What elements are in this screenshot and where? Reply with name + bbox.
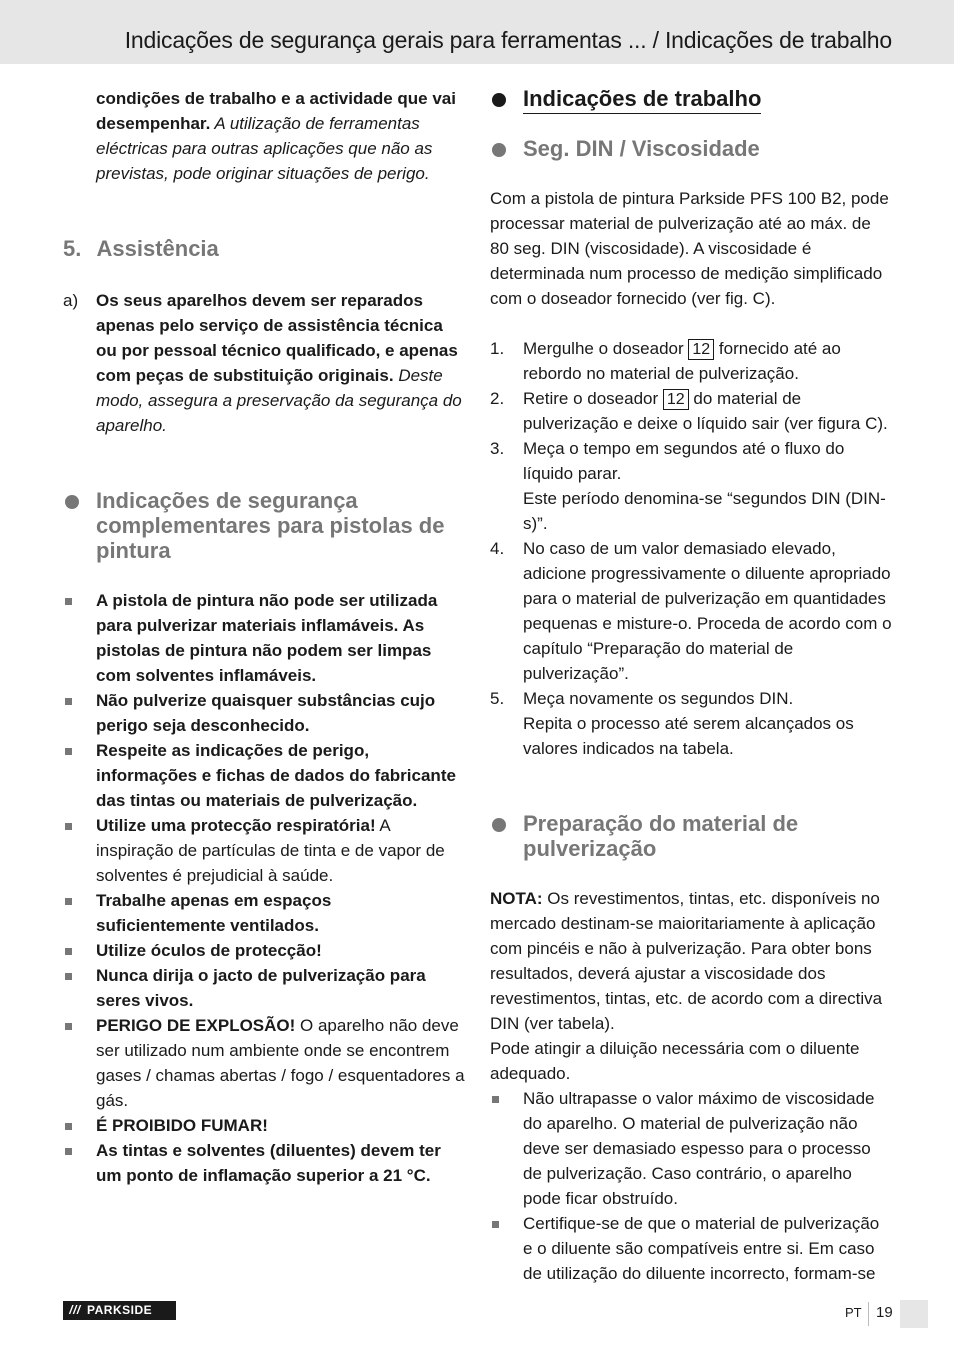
bullet-dot-icon xyxy=(65,495,79,509)
prep-bullet xyxy=(490,1086,892,1211)
safety-bullet-text: O aparelho não deve ser utilizado num ambiente onde se encontrem gases / chamas abertas / fogo / esquentadores a gás. xyxy=(96,1016,465,1110)
step-text: Mergulhe o doseador xyxy=(523,339,689,358)
safety-bullet-bold: Utilize óculos de protecção! xyxy=(96,941,322,960)
safety-bullet-bold: A pistola de pintura não pode ser utilizada para pulverizar materiais inflamáveis. As pistolas de pintura não podem ser limpas com solventes inflamáveis. xyxy=(96,591,438,685)
step-extra: Repita o processo até serem alcançados os valores indicados na tabela. xyxy=(523,714,854,758)
item-a-marker: a) xyxy=(63,291,79,310)
note-paragraph xyxy=(490,886,892,1036)
safety-bullet-bold: Não pulverize quaisquer substâncias cujo perigo seja desconhecido. xyxy=(96,691,436,735)
step-text-after: fornecido até ao rebordo no material de pulverização. xyxy=(523,339,841,383)
footer-divider xyxy=(868,1302,869,1326)
safety-bullet xyxy=(63,738,465,813)
step-item xyxy=(490,436,892,536)
step-number: 1. xyxy=(490,339,505,358)
square-bullet-icon xyxy=(65,973,72,980)
safety-bullet-bold: PERIGO DE EXPLOSÃO! xyxy=(96,1016,296,1035)
square-bullet-icon xyxy=(65,748,72,755)
intro-bold: condições de trabalho e a actividade que vai desempenhar. xyxy=(96,89,456,133)
assistance-item-a xyxy=(63,288,465,438)
right-column xyxy=(490,86,892,1286)
prep-heading xyxy=(490,811,892,861)
intro-paragraph xyxy=(63,86,465,186)
square-bullet-icon xyxy=(492,1221,499,1228)
dilution-paragraph: Pode atingir a diluição necessária com o diluente adequado. xyxy=(490,1039,860,1083)
square-bullet-icon xyxy=(492,1096,499,1103)
safety-bullet-bold: As tintas e solventes (diluentes) devem ter um ponto de inflamação superior a 21 °C. xyxy=(96,1141,441,1185)
step-number: 3. xyxy=(490,439,505,458)
prep-bullet-text: Certifique-se de que o material de pulverização e o diluente são compatíveis entre si. Em caso de utilização do diluente incorrecto, formam-se xyxy=(523,1214,880,1283)
parkside-logo xyxy=(63,1301,176,1320)
din-steps-list xyxy=(490,336,892,761)
safety-bullet xyxy=(63,938,465,963)
language-code: PT xyxy=(845,1305,862,1320)
safety-bullet xyxy=(63,888,465,938)
prep-bullet-list xyxy=(490,1086,892,1286)
step-item xyxy=(490,386,892,436)
logo-slashes: /// xyxy=(69,1303,81,1317)
section-5-heading xyxy=(63,235,465,263)
square-bullet-icon xyxy=(65,898,72,905)
step-text: No caso de um valor demasiado elevado, adicione progressivamente o diluente apropriado para o material de pulverização em quantidades pequenas e misture-o. Proceda de acordo com o capítulo “Preparação do material de pulverização”. xyxy=(523,539,892,683)
safety-bullet xyxy=(63,1138,465,1188)
safety-bullet-text: A inspiração de partículas de tinta e de vapor de solventes é prejudicial à saúde. xyxy=(96,816,445,885)
complement-heading-text: Indicações de segurança complementares para pistolas de pintura xyxy=(96,488,445,563)
square-bullet-icon xyxy=(65,1148,72,1155)
safety-bullet xyxy=(63,688,465,738)
square-bullet-icon xyxy=(65,1023,72,1030)
part-reference: 12 xyxy=(663,389,689,410)
prep-heading-text: Preparação do material de pulverização xyxy=(523,811,799,861)
square-bullet-icon xyxy=(65,598,72,605)
page-title: Indicações de segurança gerais para ferramentas ... / Indicações de trabalho xyxy=(124,27,892,53)
intro-italic: A utilização de ferramentas eléctricas para outras aplicações que não as previstas, pode originar situações de perigo. xyxy=(96,114,433,183)
bullet-dot-icon xyxy=(492,143,506,157)
square-bullet-icon xyxy=(65,1123,72,1130)
header-band xyxy=(0,0,954,64)
din-heading-text: Seg. DIN / Viscosidade xyxy=(523,136,760,161)
safety-bullet-bold: Nunca dirija o jacto de pulverização para seres vivos. xyxy=(96,966,426,1010)
safety-bullet-bold: É PROIBIDO FUMAR! xyxy=(96,1116,268,1135)
safety-bullet xyxy=(63,588,465,688)
left-column xyxy=(63,86,465,1188)
square-bullet-icon xyxy=(65,948,72,955)
step-number: 2. xyxy=(490,389,505,408)
part-reference: 12 xyxy=(688,339,714,360)
safety-bullet xyxy=(63,963,465,1013)
page-number: 19 xyxy=(876,1304,893,1321)
square-bullet-icon xyxy=(65,698,72,705)
item-a-italic: Deste modo, assegura a preservação da segurança do aparelho. xyxy=(96,366,462,435)
step-text: Retire o doseador xyxy=(523,389,663,408)
step-text: Meça novamente os segundos DIN. xyxy=(523,689,794,708)
section-5-number: 5. xyxy=(63,236,82,261)
step-number: 5. xyxy=(490,689,505,708)
note-label: NOTA: xyxy=(490,889,543,908)
safety-bullet xyxy=(63,1013,465,1113)
bullet-dot-icon xyxy=(492,818,506,832)
safety-bullet-bold: Trabalhe apenas em espaços suficientemente ventilados. xyxy=(96,891,332,935)
din-paragraph: Com a pistola de pintura Parkside PFS 100 B2, pode processar material de pulverização até ao máx. de 80 seg. DIN (viscosidade). A viscosidade é determinada num processo de medição simplificado com o doseador fornecido (ver fig. C). xyxy=(490,189,889,308)
work-heading-text: Indicações de trabalho xyxy=(523,86,761,114)
step-item xyxy=(490,536,892,686)
work-heading xyxy=(490,86,892,111)
footer-tab xyxy=(900,1300,928,1328)
step-number: 4. xyxy=(490,539,505,558)
step-item xyxy=(490,686,892,761)
square-bullet-icon xyxy=(65,823,72,830)
section-5-title: Assistência xyxy=(96,236,219,261)
item-a-bold: Os seus aparelhos devem ser reparados apenas pelo serviço de assistência técnica ou por pessoal técnico qualificado, e apenas com peças de substituição originais. xyxy=(96,291,458,385)
step-item xyxy=(490,336,892,386)
step-text: Meça o tempo em segundos até o fluxo do líquido parar. xyxy=(523,439,845,483)
safety-bullet xyxy=(63,813,465,888)
din-heading xyxy=(490,136,892,161)
logo-brand: PARKSIDE xyxy=(87,1303,153,1317)
step-extra: Este período denomina-se “segundos DIN (DIN-s)”. xyxy=(523,489,886,533)
prep-bullet xyxy=(490,1211,892,1286)
step-text-after: do material de pulverização e deixe o líquido sair (ver figura C). xyxy=(523,389,888,433)
complement-heading xyxy=(63,488,465,563)
safety-bullet-bold: Utilize uma protecção respiratória! xyxy=(96,816,376,835)
safety-bullet xyxy=(63,1113,465,1138)
prep-bullet-text: Não ultrapasse o valor máximo de viscosidade do aparelho. O material de pulverização não deve ser demasiado espesso para o processo de pulverização. Caso contrário, o aparelho pode ficar obstruído. xyxy=(523,1089,875,1208)
safety-bullet-list xyxy=(63,588,465,1188)
note-text: Os revestimentos, tintas, etc. disponíveis no mercado destinam-se maioritariamente à aplicação com pincéis e não à pulverização. Para obter bons resultados, deverá ajustar a viscosidade dos revestimentos, tintas, etc. de acordo com a directiva DIN (ver tabela). xyxy=(490,889,883,1033)
safety-bullet-bold: Respeite as indicações de perigo, informações e fichas de dados do fabricante das tintas ou materiais de pulverização. xyxy=(96,741,456,810)
bullet-dot-icon xyxy=(492,93,506,107)
